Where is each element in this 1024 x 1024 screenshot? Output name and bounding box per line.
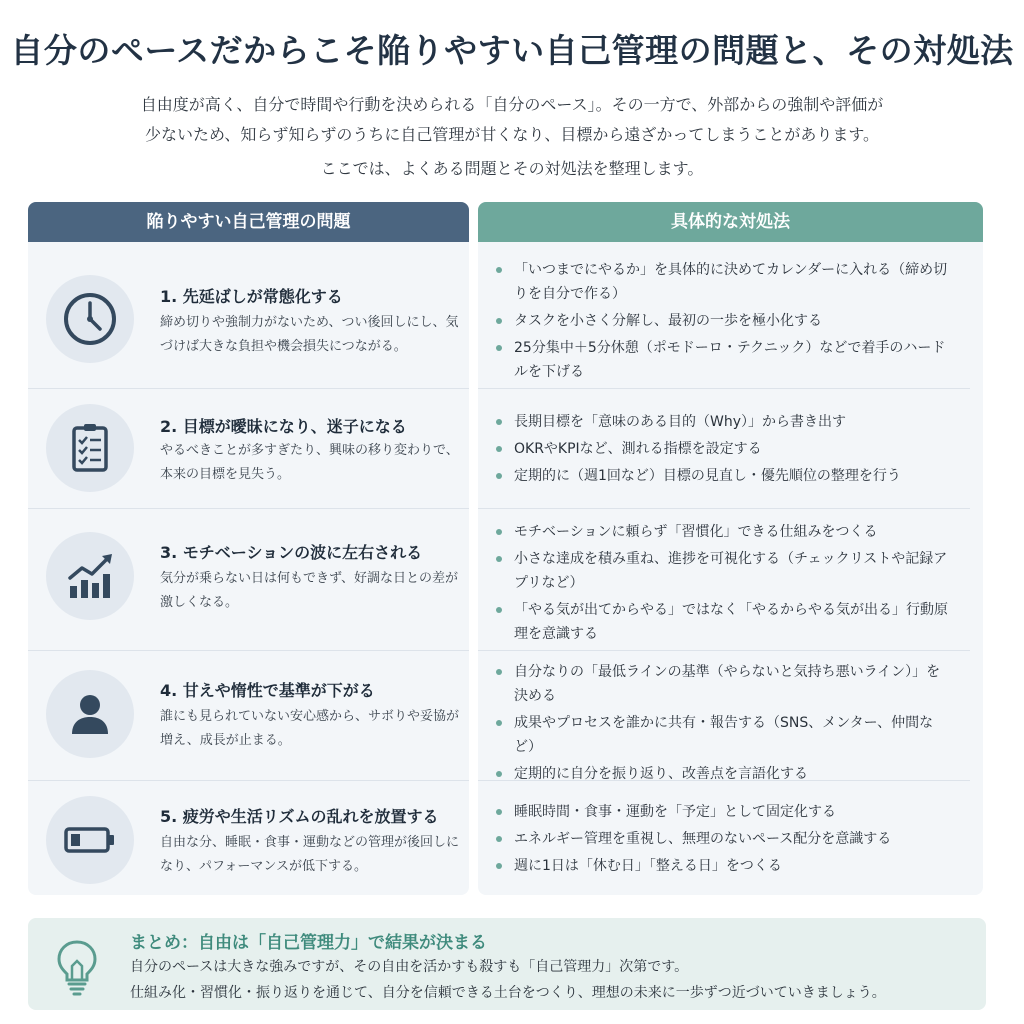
- solutions-column: [478, 202, 983, 895]
- page-title: 自分のペースだからこそ陥りやすい自己管理の問題と、その対処法: [10, 31, 1014, 70]
- solution-row: [478, 242, 970, 389]
- problem-description: やるべきことが多すぎたり、興味の移り変わりで、本来の目標を見失う。: [160, 443, 459, 482]
- problem-description: 気分が乗らない日は何もできず、好調な日との差が激しくなる。: [160, 571, 458, 610]
- solution-list: [494, 660, 954, 789]
- problem-title: 1. 先延ばしが常態化する: [160, 287, 343, 306]
- solutions-header: 具体的な対処法: [478, 202, 983, 242]
- solution-item: モチベーションに頼らず「習慣化」できる仕組みをつくる: [494, 520, 954, 544]
- lightbulb-icon: [54, 938, 100, 996]
- solution-row: [478, 508, 970, 651]
- clock-icon: [46, 275, 134, 363]
- problem-row: [28, 780, 469, 895]
- solution-item: 睡眠時間・食事・運動を「予定」として固定化する: [494, 800, 954, 824]
- solution-list: [494, 258, 954, 387]
- solution-item: 長期目標を「意味のある目的（Why）」から書き出す: [494, 410, 954, 434]
- problem-title: 2. 目標が曖昧になり、迷子になる: [160, 417, 407, 436]
- solution-item: 小さな達成を積み重ね、進捗を可視化する（チェックリストや記録アプリなど）: [494, 547, 954, 595]
- solution-item: OKRやKPIなど、測れる指標を設定する: [494, 437, 954, 461]
- solution-item: 週に1日は「休む日」「整える日」をつくる: [494, 854, 954, 878]
- problems-header: 陥りやすい自己管理の問題: [28, 202, 469, 242]
- intro-line-3: ここでは、よくある問題とその対処法を整理します。: [320, 159, 704, 178]
- summary-title: まとめ：自由は「自己管理力」で結果が決まる: [130, 933, 487, 953]
- person-icon: [46, 670, 134, 758]
- problem-title: 4. 甘えや惰性で基準が下がる: [160, 681, 375, 700]
- solution-item: 25分集中＋5分休憩（ポモドーロ・テクニック）などで着手のハードルを下げる: [494, 336, 954, 384]
- solution-item: 自分なりの「最低ラインの基準（やらないと気持ち悪いライン）」を決める: [494, 660, 954, 708]
- intro-text: [60, 90, 964, 184]
- problem-description: 自由な分、睡眠・食事・運動などの管理が後回しになり、パフォーマンスが低下する。: [160, 835, 460, 874]
- solution-list: [494, 410, 954, 491]
- problem-row: [28, 650, 469, 781]
- intro-line-2: 少ないため、知らず知らずのうちに自己管理が甘くなり、目標から遠ざかってしまうことがあります。: [144, 125, 880, 144]
- solution-item: タスクを小さく分解し、最初の一歩を極小化する: [494, 309, 954, 333]
- problem-row: [28, 508, 469, 651]
- solution-row: [478, 650, 970, 781]
- solution-list: [494, 800, 954, 881]
- problem-description: 締め切りや強制力がないため、つい後回しにし、気づけば大きな負担や機会損失につながる。: [160, 315, 459, 354]
- summary-line-2: 仕組み化・習慣化・振り返りを通じて、自分を信頼できる土台をつくり、理想の未来に一歩ずつ近づいていきましょう。: [130, 985, 886, 1001]
- summary-line-1: 自分のペースは大きな強みですが、その自由を活かすも殺すも「自己管理力」次第です。: [130, 959, 689, 975]
- checklist-icon: [46, 404, 134, 492]
- problems-column: [28, 202, 469, 895]
- solution-item: エネルギー管理を重視し、無理のないペース配分を意識する: [494, 827, 954, 851]
- problem-description: 誰にも見られていない安心感から、サボりや妥協が増え、成長が止まる。: [160, 709, 460, 748]
- solution-item: 「やる気が出てからやる」ではなく「やるからやる気が出る」行動原理を意識する: [494, 598, 954, 646]
- solution-item: 成果やプロセスを誰かに共有・報告する（SNS、メンター、仲間など）: [494, 711, 954, 759]
- solution-item: 定期的に（週1回など）目標の見直し・優先順位の整理を行う: [494, 464, 954, 488]
- intro-line-1: 自由度が高く、自分で時間や行動を決められる「自分のペース」。その一方で、外部からの強制や評価が: [140, 95, 884, 114]
- battery-low-icon: [46, 796, 134, 884]
- problem-row: [28, 242, 469, 389]
- solution-row: [478, 388, 970, 509]
- summary-box: [28, 918, 986, 1010]
- problem-row: [28, 388, 469, 509]
- solution-item: 定期的に自分を振り返り、改善点を言語化する: [494, 762, 954, 786]
- problem-title: 5. 疲労や生活リズムの乱れを放置する: [160, 807, 439, 826]
- chart-up-icon: [46, 532, 134, 620]
- problem-title: 3. モチベーションの波に左右される: [160, 543, 423, 562]
- solution-item: 「いつまでにやるか」を具体的に決めてカレンダーに入れる（締め切りを自分で作る）: [494, 258, 954, 306]
- solution-list: [494, 520, 954, 649]
- solution-row: [478, 780, 970, 895]
